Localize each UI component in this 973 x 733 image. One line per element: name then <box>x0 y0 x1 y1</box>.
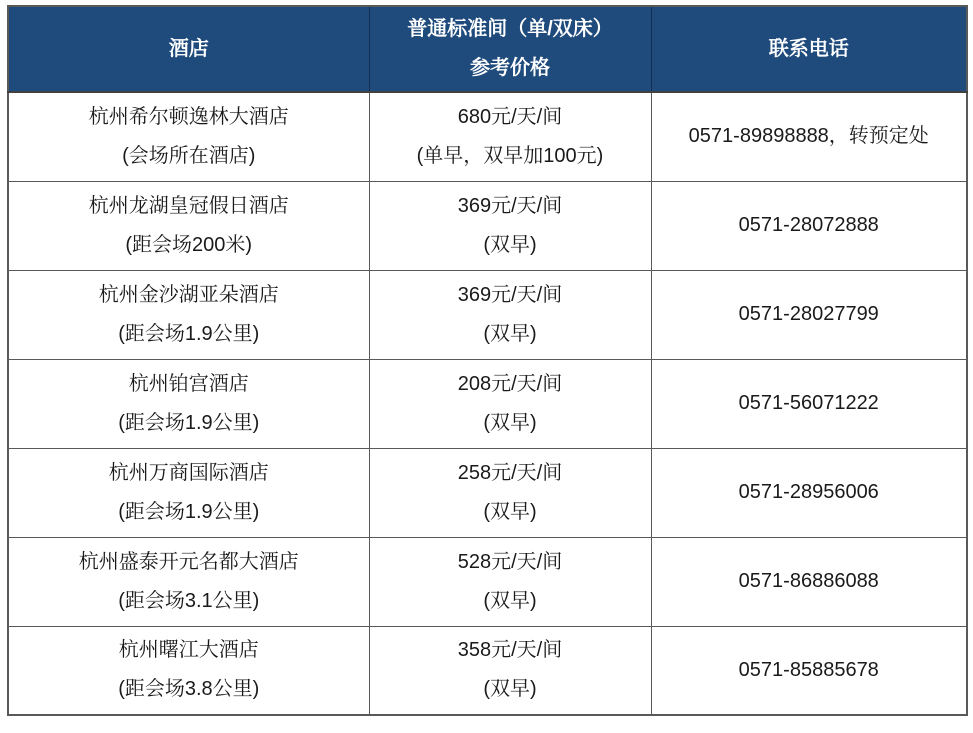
price-value: 258元/天/间 <box>457 461 563 484</box>
price-note: (双早) <box>483 322 537 345</box>
price-note: (双早) <box>483 411 537 434</box>
hotel-cell <box>8 626 369 715</box>
phone-number: 0571-89898888，转预定处 <box>688 125 929 148</box>
price-value: 358元/天/间 <box>457 639 563 662</box>
col-header-hotel <box>8 6 369 92</box>
header-row <box>8 6 967 92</box>
phone-cell <box>651 537 967 626</box>
phone-cell <box>651 181 967 270</box>
hotel-cell <box>8 448 369 537</box>
col-header-hotel-label: 酒店 <box>168 37 209 60</box>
price-cell <box>369 537 651 626</box>
price-note: (双早) <box>483 589 537 612</box>
phone-number: 0571-28027799 <box>738 303 879 325</box>
table-row <box>8 359 967 448</box>
col-header-phone-label: 联系电话 <box>768 37 849 60</box>
phone-number: 0571-86886088 <box>738 570 879 592</box>
price-value: 208元/天/间 <box>457 372 563 395</box>
table-row <box>8 448 967 537</box>
phone-cell <box>651 92 967 181</box>
hotel-note: (距会场200米) <box>125 233 253 256</box>
price-note: (双早) <box>483 678 537 701</box>
hotel-price-table <box>7 5 968 716</box>
price-note: (双早) <box>483 500 537 523</box>
hotel-note: (距会场1.9公里) <box>118 322 260 345</box>
phone-number: 0571-28956006 <box>738 481 879 503</box>
hotel-name: 杭州盛泰开元名都大酒店 <box>78 550 299 573</box>
phone-number: 0571-28072888 <box>738 214 879 236</box>
hotel-name: 杭州铂宫酒店 <box>128 372 249 395</box>
col-header-price <box>369 6 651 92</box>
price-note: (单早，双早加100元) <box>416 144 604 167</box>
hotel-note: (距会场3.8公里) <box>118 678 260 701</box>
price-cell <box>369 626 651 715</box>
price-cell <box>369 270 651 359</box>
hotel-name: 杭州龙湖皇冠假日酒店 <box>88 194 289 217</box>
hotel-note: (距会场3.1公里) <box>118 589 260 612</box>
price-cell <box>369 448 651 537</box>
price-value: 369元/天/间 <box>457 283 563 306</box>
hotel-name: 杭州曙江大酒店 <box>118 639 259 662</box>
price-cell <box>369 181 651 270</box>
table-row <box>8 626 967 715</box>
price-value: 528元/天/间 <box>457 550 563 573</box>
price-value: 680元/天/间 <box>457 105 563 128</box>
price-note: (双早) <box>483 233 537 256</box>
price-cell <box>369 92 651 181</box>
table-row <box>8 92 967 181</box>
col-header-price-line2: 参考价格 <box>470 57 550 79</box>
phone-number: 0571-85885678 <box>738 658 879 681</box>
phone-cell <box>651 448 967 537</box>
hotel-name: 杭州希尔顿逸林大酒店 <box>88 105 289 128</box>
hotel-name: 杭州金沙湖亚朵酒店 <box>98 283 279 306</box>
hotel-cell <box>8 359 369 448</box>
hotel-note: (距会场1.9公里) <box>118 500 260 523</box>
price-value: 369元/天/间 <box>457 194 563 217</box>
hotel-cell <box>8 270 369 359</box>
phone-cell <box>651 270 967 359</box>
phone-cell <box>651 626 967 715</box>
phone-number: 0571-56071222 <box>738 392 879 414</box>
hotel-cell <box>8 537 369 626</box>
hotel-note: (距会场1.9公里) <box>118 411 260 434</box>
table-row <box>8 537 967 626</box>
price-cell <box>369 359 651 448</box>
hotel-note: (会场所在酒店) <box>122 144 256 167</box>
phone-cell <box>651 359 967 448</box>
table-row <box>8 270 967 359</box>
hotel-cell <box>8 92 369 181</box>
hotel-cell <box>8 181 369 270</box>
hotel-name: 杭州万商国际酒店 <box>108 461 269 484</box>
col-header-phone <box>651 6 967 92</box>
table-row <box>8 181 967 270</box>
col-header-price-line1: 普通标准间（单/双床） <box>407 18 613 40</box>
